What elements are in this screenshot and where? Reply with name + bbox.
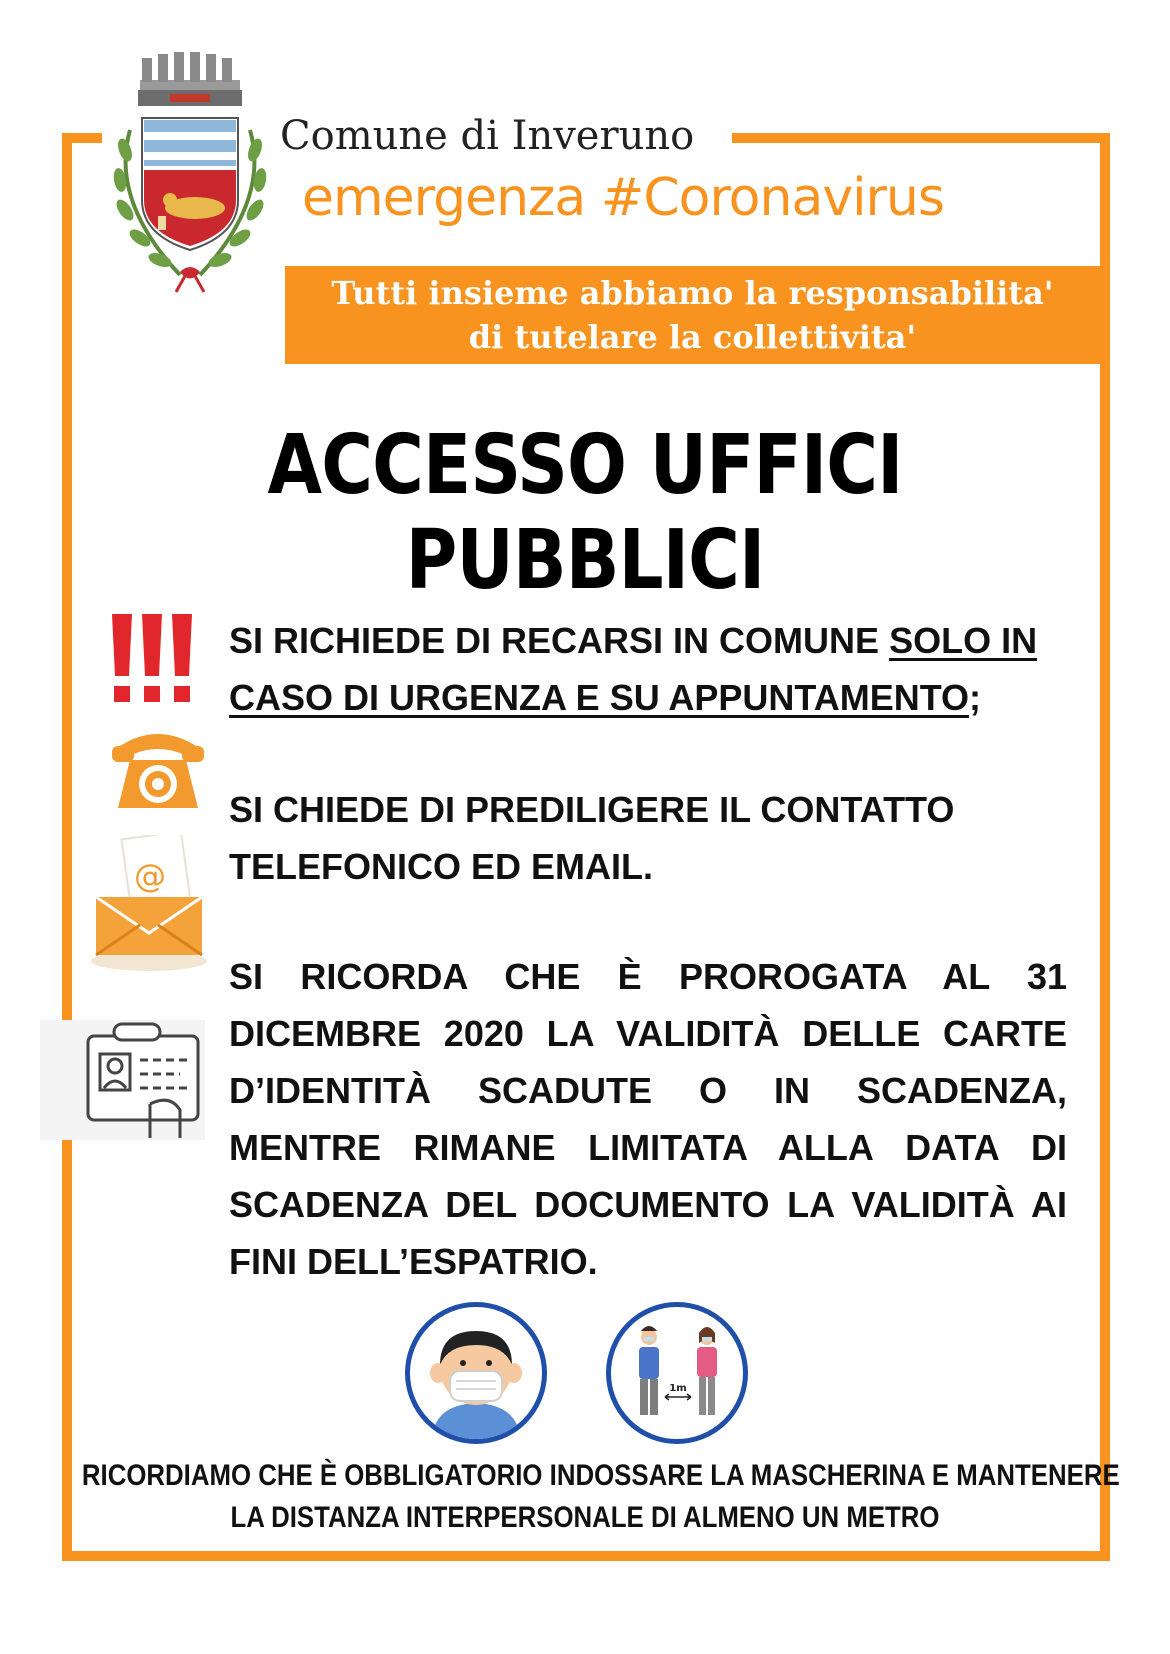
svg-text:@: @ (134, 857, 166, 895)
paragraph-urgency-prefix: SI RICHIEDE DI RECARSI IN COMUNE (229, 620, 890, 661)
exclamation-icon (110, 614, 195, 706)
municipality-name: Comune di Inveruno (280, 113, 695, 159)
paragraph-id-validity: SI RICORDA CHE È PROROGATA AL 31 DICEMBRE 2020 LA VALIDITÀ DELLE CARTE D’IDENTITÀ SCADUTE O IN SCADENZA, MENTRE RIMANE LIMITATA ALLA DATA DI SCADENZA DEL DOCUMENTO LA VALIDITÀ AI FINI DELL’ESPATRIO. (229, 956, 1067, 1282)
social-distance-icon (611, 1307, 743, 1439)
social-distance-badge (606, 1302, 748, 1444)
footer-line-1: RICORDIAMO CHE È OBBLIGATORIO INDOSSARE LA MASCHERINA E MANTENERE (81, 1459, 1120, 1492)
paragraph-urgency (229, 612, 1067, 726)
banner-line-2: di tutelare la collettivita' (468, 318, 917, 356)
face-mask-icon (410, 1307, 542, 1439)
face-mask-badge (405, 1302, 547, 1444)
id-card-icon (40, 1020, 205, 1140)
frame-top-right (732, 133, 1110, 143)
footer-reminder (0, 1455, 1170, 1539)
paragraph-urgency-emphasis: SOLO IN CASO DI URGENZA E SU APPUNTAMENTO (229, 620, 1038, 718)
footer-line-2: LA DISTANZA INTERPERSONALE DI ALMENO UN METRO (230, 1501, 940, 1534)
paragraph-urgency-suffix: ; (969, 677, 982, 718)
email-envelope-icon (88, 835, 210, 975)
responsibility-banner (285, 266, 1100, 364)
frame-bottom (62, 1551, 1110, 1561)
page-title: ACCESSO UFFICI PUBBLICI (267, 418, 903, 608)
municipal-crest-icon (100, 50, 285, 300)
telephone-icon (108, 724, 208, 814)
frame-right (1100, 133, 1110, 1561)
banner-line-1: Tutti insieme abbiamo la responsabilita' (331, 274, 1054, 312)
frame-left (62, 133, 72, 1561)
distance-label: 1m (669, 1383, 687, 1394)
paragraph-contact: SI CHIEDE DI PREDILIGERE IL CONTATTO TELEFONICO ED EMAIL. (229, 789, 955, 887)
campaign-title: emergenza #Coronavirus (302, 168, 944, 228)
